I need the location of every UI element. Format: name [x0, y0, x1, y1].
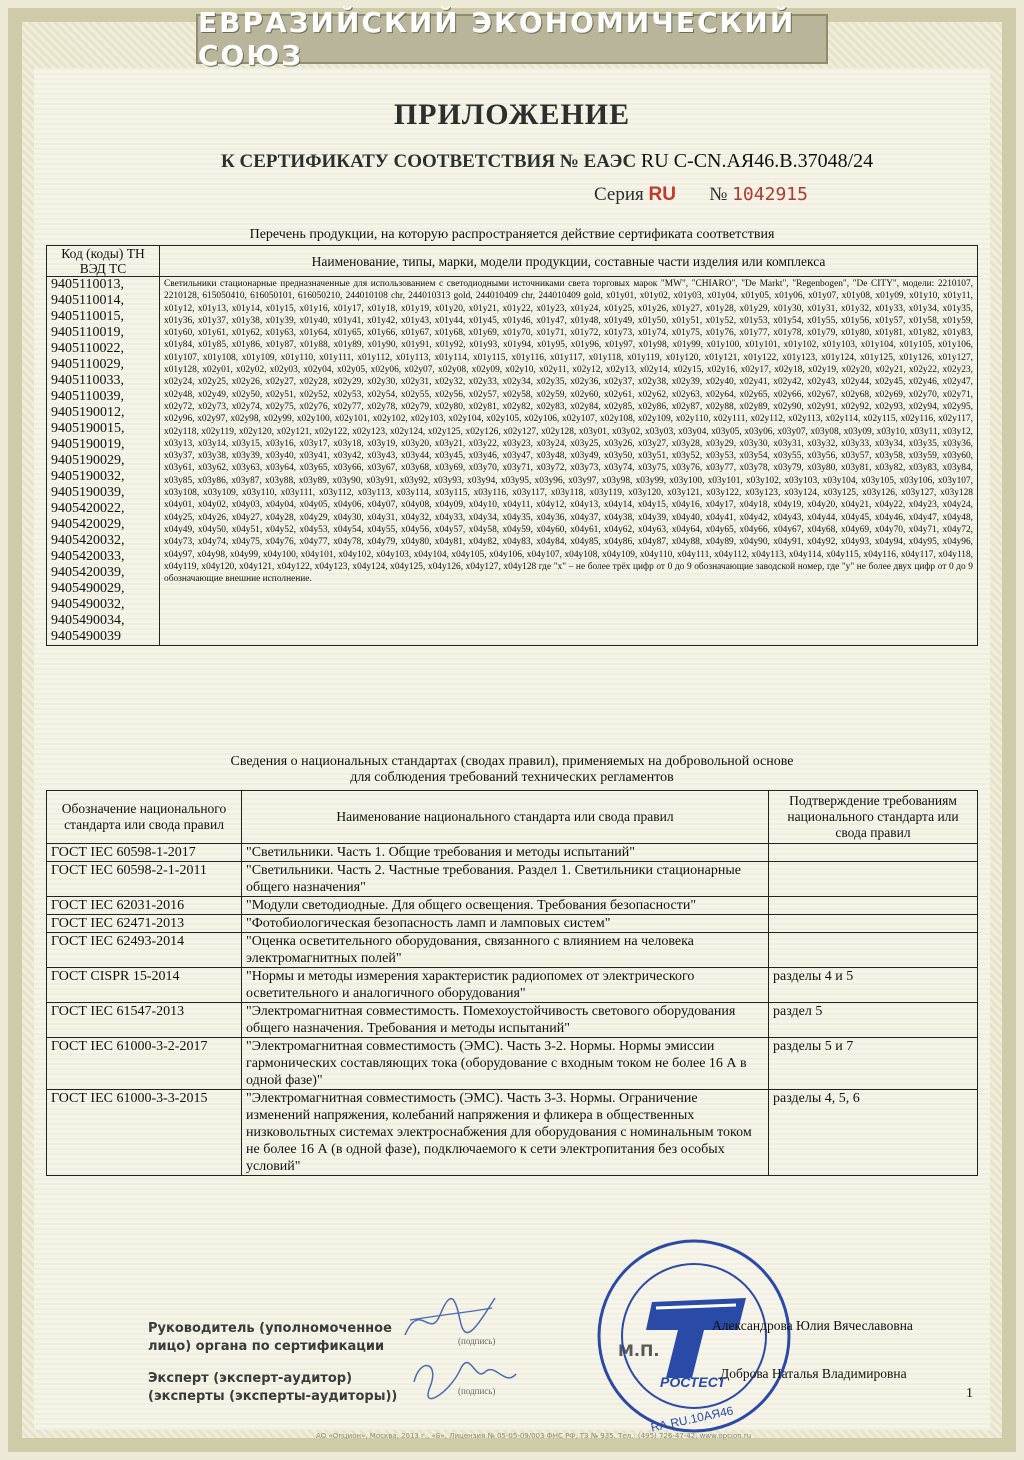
head-name: Александрова Юлия Вячеславовна	[712, 1318, 913, 1333]
standard-name: "Светильники. Часть 1. Общие требования и методы испытаний"	[242, 844, 769, 862]
standards-rows	[47, 844, 978, 1176]
standard-code: ГОСТ IEC 61000-3-2-2017	[47, 1038, 242, 1090]
standard-row	[47, 862, 978, 897]
standard-code: ГОСТ IEC 60598-1-2017	[47, 844, 242, 862]
standard-confirm: раздел 5	[769, 1003, 978, 1038]
blank-number: 1042915	[732, 184, 808, 205]
print-note: АО «Опцион», Москва, 2013 г., «Б», Лицензия № 05-05-09/003 ФНС РФ, ТЗ № 935. Тел.: (495) 726-47-42, www.opcion.ru	[316, 1432, 752, 1440]
standard-confirm: разделы 4 и 5	[769, 968, 978, 1003]
standards-caption-line1: Сведения о национальных стандартах (сводах правил), применяемых на добровольной основе	[230, 754, 794, 769]
stamp-code: RA.RU.10АЯ46	[649, 1403, 735, 1435]
standard-code: ГОСТ IEC 60598-2-1-2011	[47, 862, 242, 897]
standard-code: ГОСТ IEC 61547-2013	[47, 1003, 242, 1038]
union-banner	[196, 6, 828, 72]
standards-caption-line2: для соблюдения требований технических регламентов	[350, 770, 674, 785]
standard-code: ГОСТ IEC 62031-2016	[47, 897, 242, 915]
products-table	[46, 245, 978, 646]
standard-code: ГОСТ IEC 61000-3-3-2015	[47, 1090, 242, 1176]
standard-confirm	[769, 915, 978, 933]
number-label: №	[709, 184, 728, 205]
standard-row	[47, 915, 978, 933]
standard-name: "Электромагнитная совместимость. Помехоустойчивость светового оборудования общего назначения. Требования и методы испытаний"	[242, 1003, 769, 1038]
series-line	[594, 184, 808, 206]
standard-confirm	[769, 933, 978, 968]
products-row	[47, 277, 978, 646]
products-header-row	[47, 246, 978, 277]
page-title: ПРИЛОЖЕНИЕ	[393, 98, 631, 131]
standard-row	[47, 844, 978, 862]
standards-table	[46, 790, 978, 1176]
standard-row	[47, 1090, 978, 1176]
standard-confirm-header: Подтверждение требованиям национального стандарта или свода правил	[769, 791, 978, 844]
standards-caption	[0, 754, 1024, 786]
series-value: RU	[648, 184, 676, 205]
standard-code: ГОСТ IEC 62493-2014	[47, 933, 242, 968]
standard-row	[47, 968, 978, 1003]
standard-confirm	[769, 862, 978, 897]
expert-signature-hint: (подпись)	[458, 1386, 496, 1396]
certification-body-stamp	[596, 1238, 792, 1434]
standard-confirm: разделы 4, 5, 6	[769, 1090, 978, 1176]
stamp-brand: РОСТЕСТ	[660, 1374, 726, 1390]
standard-code: ГОСТ IEC 62471-2013	[47, 915, 242, 933]
certificate-reference	[221, 150, 873, 173]
standard-name: "Электромагнитная совместимость (ЭМС). Часть 3-3. Нормы. Ограничение изменений напряжения, колебаний напряжения и фликера в общественных низковольтных системах электроснабжения для оборудования с номинальным током не более 16 А (в одной фазе), подключаемого к сети электропитания без особых условий"	[242, 1090, 769, 1176]
standard-name: "Фотобиологическая безопасность ламп и ламповых систем"	[242, 915, 769, 933]
standard-code: ГОСТ CISPR 15-2014	[47, 968, 242, 1003]
standard-name: "Светильники. Часть 2. Частные требования. Раздел 1. Светильники стационарные общего назначения"	[242, 862, 769, 897]
standard-name: "Электромагнитная совместимость (ЭМС). Часть 3-2. Нормы. Нормы эмиссии гармонических составляющих тока (оборудование с входным током не более 16 А в одной фазе)"	[242, 1038, 769, 1090]
standard-name: "Модули светодиодные. Для общего освещения. Требования безопасности"	[242, 897, 769, 915]
expert-name: Доброва Наталья Владимировна	[720, 1366, 907, 1381]
standard-name: "Нормы и методы измерения характеристик радиопомех от электрического осветительного и аналогичного оборудования"	[242, 968, 769, 1003]
head-label: Руководитель (уполномоченное лицо) органа по сертификации	[148, 1321, 392, 1354]
standard-row	[47, 933, 978, 968]
standard-code-header: Обозначение национального стандарта или свода правил	[47, 791, 242, 844]
standard-row	[47, 1003, 978, 1038]
codes-header: Код (коды) ТН ВЭД ТС	[47, 246, 160, 277]
banner-text: ЕВРАЗИЙСКИЙ ЭКОНОМИЧЕСКИЙ СОЮЗ	[198, 6, 796, 72]
standard-row	[47, 1038, 978, 1090]
standard-confirm	[769, 844, 978, 862]
standard-name: "Оценка осветительного оборудования, связанного с влиянием на человека электромагнитных полей"	[242, 933, 769, 968]
products-caption: Перечень продукции, на которую распространяется действие сертификата соответствия	[249, 227, 775, 242]
standards-header-row	[47, 791, 978, 844]
product-description: Светильники стационарные предназначенные для использованием с светодиодными источниками света торговых марок "MW", "CHIARO", "De Markt", "Regenbogen", "De CITY", модели: 2210107, 2210128, 615050410, 616050101, 616050210, 244010108 chr, 244010313 gold, 244010409 chr, 244010409 gold, x01y01, x01y02, x01y03, x01y04, x01y05, x01y06, x01y07, x01y08, x01y09, x01y10, x01y11, x01y12, x01y13, x01y14, x01y15, x01y16, x01y17, x01y18, x01y19, x01y20, x01y21, x01y22, x01y23, x01y24, x01y25, x01y26, x01y27, x01y28, x01y29, x01y30, x01y31, x01y32, x01y33, x01y34, x01y35, x01y36, x01y37, x01y38, x01y39, x01y40, x01y41, x01y42, x01y43, x01y44, x01y45, x01y46, x01y47, x01y48, x01y49, x01y50, x01y51, x01y52, x01y53, x01y54, x01y55, x01y56, x01y57, x01y58, x01y59, x01y60, x01y61, x01y62, x01y63, x01y64, x01y65, x01y66, x01y67, x01y68, x01y69, x01y70, x01y71, x01y72, x01y73, x01y74, x01y75, x01y76, x01y77, x01y78, x01y79, x01y80, x01y81, x01y82, x01y83, x01y84, x01y85, x01y86, x01y87, x01y88, x01y89, x01y90, x01y91, x01y92, x01y93, x01y94, x01y95, x01y96, x01y97, x01y98, x01y99, x01y100, x01y101, x01y102, x01y103, x01y104, x01y105, x01y106, x01y107, x01y108, x01y109, x01y110, x01y111, x01y112, x01y113, x01y114, x01y115, x01y116, x01y117, x01y118, x01y119, x01y120, x01y121, x01y122, x01y123, x01y124, x01y125, x01y126, x01y127, x01y128, x02y01, x02y02, x02y03, x02y04, x02y05, x02y06, x02y07, x02y08, x02y09, x02y10, x02y11, x02y12, x02y13, x02y14, x02y15, x02y16, x02y17, x02y18, x02y19, x02y20, x02y21, x02y22, x02y23, x02y24, x02y25, x02y26, x02y27, x02y28, x02y29, x02y30, x02y31, x02y32, x02y33, x02y34, x02y35, x02y36, x02y37, x02y38, x02y39, x02y40, x02y41, x02y42, x02y43, x02y44, x02y45, x02y46, x02y47, x02y48, x02y49, x02y50, x02y51, x02y52, x02y53, x02y54, x02y55, x02y56, x02y57, x02y58, x02y59, x02y60, x02y61, x02y62, x02y63, x02y64, x02y65, x02y66, x02y67, x02y68, x02y69, x02y70, x02y71, x02y72, x02y73, x02y74, x02y75, x02y76, x02y77, x02y78, x02y79, x02y80, x02y81, x02y82, x02y83, x02y84, x02y85, x02y86, x02y87, x02y88, x02y89, x02y90, x02y91, x02y92, x02y93, x02y94, x02y95, x02y96, x02y97, x02y98, x02y99, x02y100, x02y101, x02y102, x02y103, x02y104, x02y105, x02y106, x02y107, x02y108, x02y109, x02y110, x02y111, x02y112, x02y113, x02y114, x02y115, x02y116, x02y117, x02y118, x02y119, x02y120, x02y121, x02y122, x02y123, x02y124, x02y125, x02y126, x02y127, x02y128, x03y01, x03y02, x03y03, x03y04, x03y05, x03y06, x03y07, x03y08, x03y09, x03y10, x03y11, x03y12, x03y13, x03y14, x03y15, x03y16, x03y17, x03y18, x03y19, x03y20, x03y21, x03y22, x03y23, x03y24, x03y25, x03y26, x03y27, x03y28, x03y29, x03y30, x03y31, x03y32, x03y33, x03y34, x03y35, x03y36, x03y37, x03y38, x03y39, x03y40, x03y41, x03y42, x03y43, x03y44, x03y45, x03y46, x03y47, x03y48, x03y49, x03y50, x03y51, x03y52, x03y53, x03y54, x03y55, x03y56, x03y57, x03y58, x03y59, x03y60, x03y61, x03y62, x03y63, x03y64, x03y65, x03y66, x03y67, x03y68, x03y69, x03y70, x03y71, x03y72, x03y73, x03y74, x03y75, x03y76, x03y77, x03y78, x03y79, x03y80, x03y81, x03y82, x03y83, x03y84, x03y85, x03y86, x03y87, x03y88, x03y89, x03y90, x03y91, x03y92, x03y93, x03y94, x03y95, x03y96, x03y97, x03y98, x03y99, x03y100, x03y101, x03y102, x03y103, x03y104, x03y105, x03y106, x03y107, x03y108, x03y109, x03y110, x03y111, x03y112, x03y113, x03y114, x03y115, x03y116, x03y117, x03y118, x03y119, x03y120, x03y121, x03y122, x03y123, x03y124, x03y125, x03y126, x03y127, x03y128 x04y01, x04y02, x04y03, x04y04, x04y05, x04y06, x04y07, x04y08, x04y09, x04y10, x04y11, x04y12, x04y13, x04y14, x04y15, x04y16, x04y17, x04y18, x04y19, x04y20, x04y21, x04y22, x04y23, x04y24, x04y25, x04y26, x04y27, x04y28, x04y29, x04y30, x04y31, x04y32, x04y33, x04y34, x04y35, x04y36, x04y37, x04y38, x04y39, x04y40, x04y41, x04y42, x04y43, x04y44, x04y45, x04y46, x04y47, x04y48, x04y49, x04y50, x04y51, x04y52, x04y53, x04y54, x04y55, x04y56, x04y57, x04y58, x04y59, x04y60, x04y61, x04y62, x04y63, x04y64, x04y65, x04y66, x04y67, x04y68, x04y69, x04y70, x04y71, x04y72, x04y73, x04y74, x04y75, x04y76, x04y77, x04y78, x04y79, x04y80, x04y81, x04y82, x04y83, x04y84, x04y85, x04y86, x04y87, x04y88, x04y89, x04y90, x04y91, x04y92, x04y93, x04y94, x04y95, x04y96, x04y97, x04y98, x04y99, x04y100, x04y101, x04y102, x04y103, x04y104, x04y105, x04y106, x04y107, x04y108, x04y109, x04y110, x04y111, x04y112, x04y113, x04y114, x04y115, x04y116, x04y117, x04y118, x04y119, x04y120, x04y121, x04y122, x04y123, x04y124, x04y125, x04y126, x04y127, x04y128 где "x" – не более трёх цифр от 0 до 9 обозначающие заводской номер, где "y" не более двух цифр от 0 до 9 обозначающие внешние исполнение.	[160, 277, 978, 646]
description-header: Наименование, типы, марки, модели продукции, составные части изделия или комплекса	[160, 246, 978, 277]
hs-codes: 9405110013, 9405110014, 9405110015, 9405110019, 9405110022, 9405110029, 9405110033, 9405110039, 9405190012, 9405190015, 9405190019, 9405190029, 9405190032, 9405190039, 9405420022, 9405420029, 9405420032, 9405420033, 9405420039, 9405490029, 9405490032, 9405490034, 9405490039	[47, 277, 160, 646]
series-label: Серия	[594, 184, 644, 205]
expert-label: Эксперт (эксперт-аудитор) (эксперты (эксперты-аудиторы))	[148, 1371, 398, 1404]
standard-row	[47, 897, 978, 915]
head-signature-hint: (подпись)	[458, 1336, 496, 1346]
standard-name-header: Наименование национального стандарта или свода правил	[242, 791, 769, 844]
standard-confirm: разделы 5 и 7	[769, 1038, 978, 1090]
standard-confirm	[769, 897, 978, 915]
cert-label: К СЕРТИФИКАТУ СООТВЕТСТВИЯ № ЕАЭС	[221, 151, 637, 172]
page-number: 1	[966, 1386, 973, 1401]
cert-number: RU C-CN.АЯ46.В.37048/24	[640, 150, 874, 172]
